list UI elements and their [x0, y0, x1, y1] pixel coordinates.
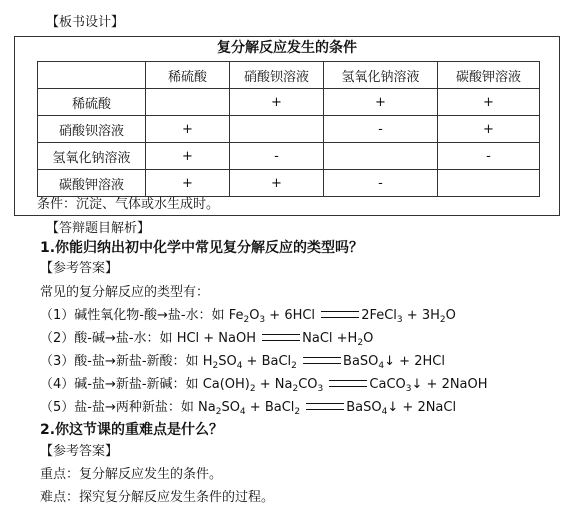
- table-cell: [146, 89, 230, 116]
- table-cell: +: [146, 170, 230, 197]
- table-cell: +: [230, 89, 324, 116]
- table-title: 复分解反应发生的条件: [217, 40, 357, 56]
- table-cell: +: [146, 116, 230, 143]
- equals-sign: [262, 334, 300, 341]
- table-cell: +: [146, 143, 230, 170]
- row-header: 氢氧化钠溶液: [38, 143, 146, 170]
- table-cell: [438, 170, 540, 197]
- table-cell: +: [438, 116, 540, 143]
- answer-heading-1: 【参考答案】: [40, 261, 119, 276]
- table-cell: +: [324, 89, 438, 116]
- analysis-heading: 【答辩题目解析】: [46, 221, 151, 236]
- precipitate-arrow-icon: ↓: [411, 377, 423, 392]
- question-2: 2.你这节课的重难点是什么？: [40, 422, 224, 438]
- answer-heading-2: 【参考答案】: [40, 444, 119, 459]
- reaction-item-2: （2）酸-碱→盐-水：如 HCl + NaOH NaCl $+H_2O$: [40, 331, 374, 348]
- table-corner-cell: [38, 62, 146, 89]
- equals-sign: [329, 380, 367, 387]
- equals-sign: [321, 311, 359, 318]
- column-header: 硝酸钡溶液: [230, 62, 324, 89]
- table-cell: [230, 116, 324, 143]
- table-cell: +: [230, 170, 324, 197]
- reaction-item-1: （1）碱性氧化物-酸→盐-水：如 $Fe_2O_3 + 6HCl$ 2FeCl$_3$ + $3H_2O$: [40, 308, 456, 325]
- precipitate-arrow-icon: ↓: [387, 400, 399, 415]
- condition-table-frame: [14, 36, 560, 216]
- reaction-item-5: （5）盐-盐→两种新盐：如 $Na_2SO_4$ + BaCl$_2$ BaSO$_4$↓ + 2NaCl: [40, 400, 457, 417]
- row-header: 硝酸钡溶液: [38, 116, 146, 143]
- table-cell: -: [324, 116, 438, 143]
- key-point: 重点：复分解反应发生的条件。: [40, 467, 223, 482]
- reaction-item-4: （4）碱-盐→新盐-新碱：如 $Ca(OH)_2 + Na_2CO_3$ CaCO$_3$↓ + 2NaOH: [40, 377, 488, 394]
- table-cell: -: [324, 170, 438, 197]
- table-cell: -: [230, 143, 324, 170]
- table-cell: -: [438, 143, 540, 170]
- board-design-heading: 【板书设计】: [46, 15, 125, 30]
- table-row: [38, 89, 540, 116]
- row-header: 稀硫酸: [38, 89, 146, 116]
- reaction-table: [37, 61, 540, 197]
- column-header: 氢氧化钠溶液: [324, 62, 438, 89]
- table-header-row: [38, 62, 540, 89]
- equals-sign: [303, 357, 341, 364]
- precipitate-arrow-icon: ↓: [384, 354, 396, 369]
- column-header: 碳酸钾溶液: [438, 62, 540, 89]
- difficult-point: 难点：探究复分解反应发生条件的过程。: [40, 490, 275, 505]
- table-row: [38, 116, 540, 143]
- column-header: 稀硫酸: [146, 62, 230, 89]
- question-1: 1.你能归纳出初中化学中常见复分解反应的类型吗？: [40, 240, 364, 256]
- answer-intro: 常见的复分解反应的类型有：: [40, 285, 210, 300]
- condition-note: 条件：沉淀、气体或水生成时。: [37, 197, 220, 212]
- reaction-item-3: （3）酸-盐→新盐-新酸：如 $H_2SO_4$ + BaCl$_2$ BaSO$_4$↓ + 2HCl: [40, 354, 445, 371]
- equals-sign: [306, 403, 344, 410]
- table-cell: +: [438, 89, 540, 116]
- row-header: 碳酸钾溶液: [38, 170, 146, 197]
- table-row: [38, 170, 540, 197]
- table-row: [38, 143, 540, 170]
- table-cell: [324, 143, 438, 170]
